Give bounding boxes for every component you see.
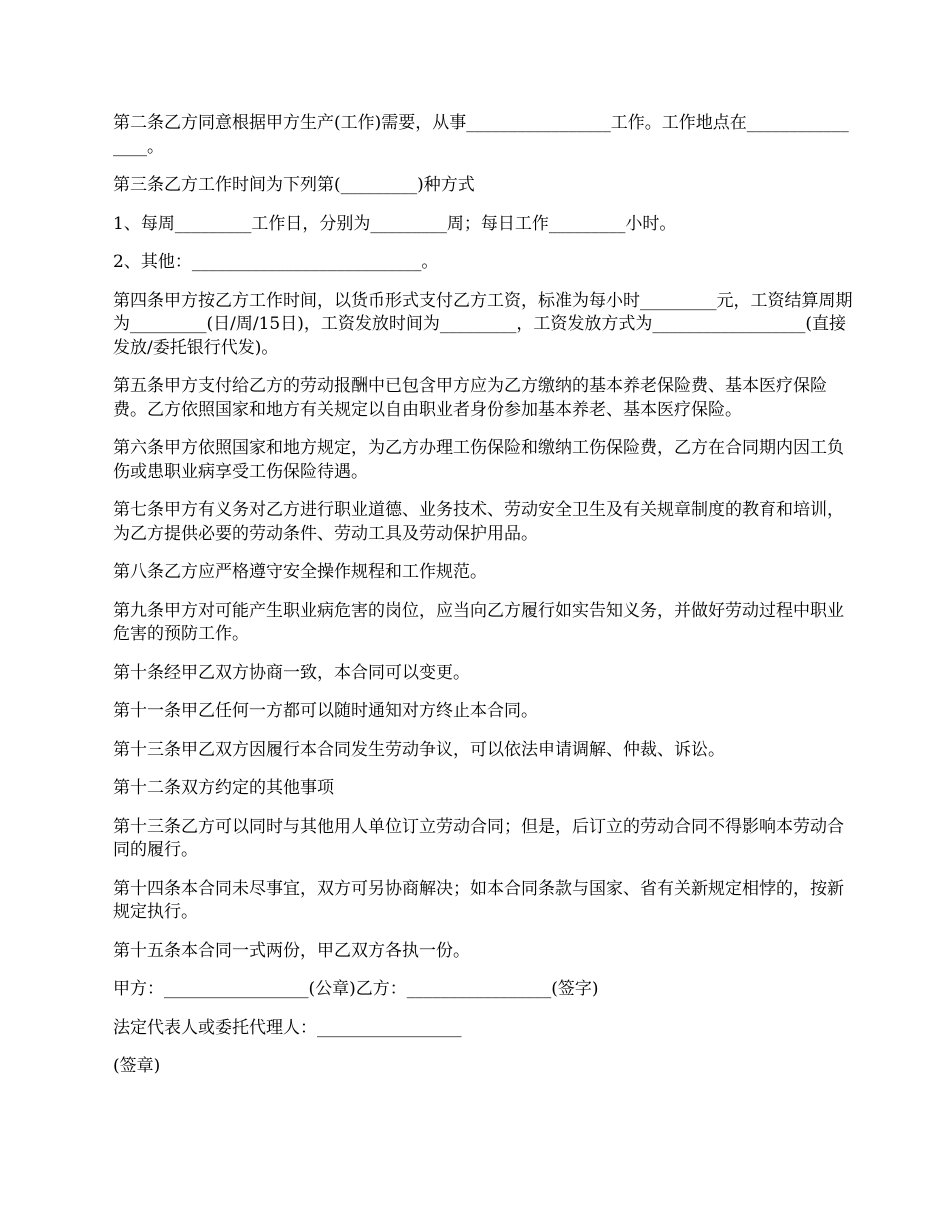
document-body bbox=[113, 112, 853, 1094]
clause-4-wage: 第四条甲方按乙方工作时间，以货币形式支付乙方工资，标准为每小时_________元，工资结算周期为_________(日/周/15日)，工资发放时间为_________，工资发放方式为__________________(直接发放/委托银行代发)。 bbox=[113, 290, 853, 358]
seal-label: (签章) bbox=[113, 1056, 161, 1076]
clause-12-other-matters: 第十二条双方约定的其他事项 bbox=[113, 778, 334, 798]
clause-13-dispute: 第十三条甲乙双方因履行本合同发生劳动争议，可以依法申请调解、仲裁、诉讼。 bbox=[113, 739, 725, 760]
clause-11-termination: 第十一条甲乙任何一方都可以随时通知对方终止本合同。 bbox=[113, 701, 538, 721]
work-time-option-1: 1、每周_________工作日，分别为_________周；每日工作_________小时。 bbox=[113, 213, 677, 234]
clause-10-modification: 第十条经甲乙双方协商一致，本合同可以变更。 bbox=[113, 662, 470, 683]
clause-7-training: 第七条甲方有义务对乙方进行职业道德、业务技术、劳动安全卫生及有关规章制度的教育和培训，为乙方提供必要的劳动条件、劳动工具及劳动保护用品。 bbox=[113, 500, 844, 544]
legal-representative-line: 法定代表人或委托代理人：_________________ bbox=[113, 1017, 462, 1038]
clause-14-unresolved-matters: 第十四条本合同未尽事宜，双方可另协商解决；如本合同条款与国家、省有关新规定相悖的，按新规定执行。 bbox=[113, 878, 844, 922]
clause-6-injury-insurance: 第六条甲方依照国家和地方规定，为乙方办理工伤保险和缴纳工伤保险费，乙方在合同期内因工负伤或患职业病享受工伤保险待遇。 bbox=[113, 438, 844, 482]
clause-15-copies: 第十五条本合同一式两份，甲乙双方各执一份。 bbox=[113, 940, 470, 961]
clause-13-other-employers: 第十三条乙方可以同时与其他用人单位订立劳动合同；但是，后订立的劳动合同不得影响本劳动合同的履行。 bbox=[113, 816, 844, 860]
clause-5-insurance: 第五条甲方支付给乙方的劳动报酬中已包含甲方应为乙方缴纳的基本养老保险费、基本医疗保险费。乙方依照国家和地方有关规定以自由职业者身份参加基本养老、基本医疗保险。 bbox=[113, 376, 827, 420]
party-signature-line: 甲方：_________________(公章)乙方：_________________(签字) bbox=[113, 979, 599, 999]
work-time-option-2: 2、其他：___________________________。 bbox=[113, 252, 439, 272]
clause-8-safety: 第八条乙方应严格遵守安全操作规程和工作规范。 bbox=[113, 562, 487, 582]
clause-3-work-time: 第三条乙方工作时间为下列第(_________)种方式 bbox=[113, 175, 475, 195]
clause-2-work-content: 第二条乙方同意根据甲方生产(工作)需要，从事_________________工作。工作地点在________________。 bbox=[113, 113, 849, 157]
clause-9-occupational-hazard: 第九条甲方对可能产生职业病危害的岗位，应当向乙方履行如实告知义务，并做好劳动过程中职业危害的预防工作。 bbox=[113, 600, 844, 644]
